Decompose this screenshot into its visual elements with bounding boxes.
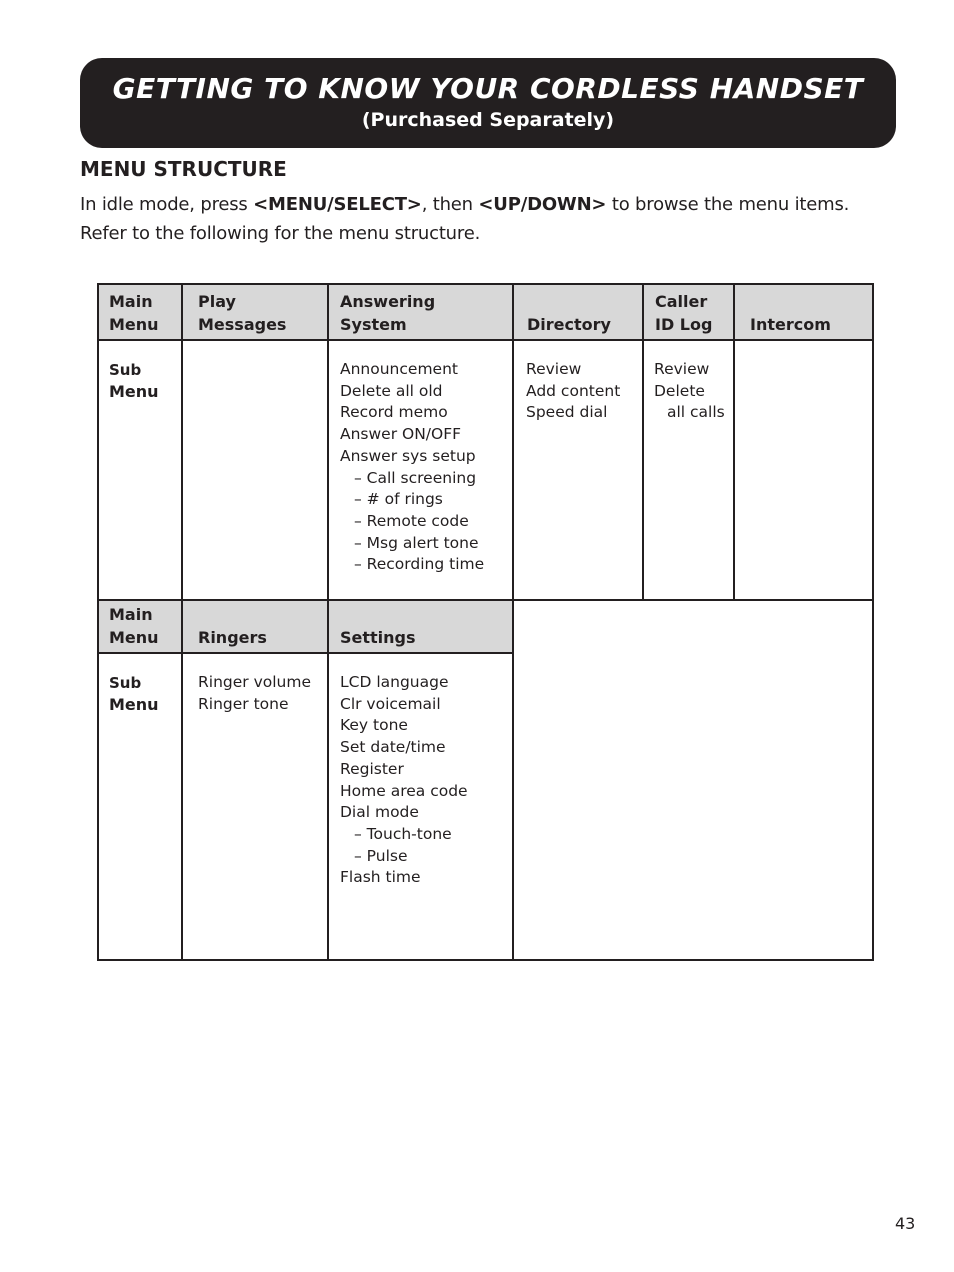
list-item: Ringer volume [198,673,311,691]
list-item: Review [654,360,710,378]
chapter-subtitle: (Purchased Separately) [361,109,615,131]
directory-items [513,340,643,600]
header-directory: Directory [513,283,643,340]
answering-system-items [328,340,513,600]
table-divider [97,652,514,654]
table-border-top [97,283,874,285]
list-item: Dial mode [340,803,419,822]
intro-paragraph: In idle mode, press <MENU/SELECT>, then <UP/DOWN> to browse the menu items. Refer to the following for the menu structure. [80,194,850,244]
list-item: – Touch-tone [354,824,452,843]
table-divider [327,283,329,961]
list-item: – Pulse [354,846,408,865]
header-answering-system: Answering System [328,283,513,340]
list-item: Flash time [340,868,421,887]
caller-id-log-items [643,340,734,600]
list-item: Record memo [340,403,448,422]
list-item: LCD language [340,673,449,691]
ringers-items [182,653,328,961]
up-down-key: <UP/DOWN> [478,194,607,215]
list-item: all calls [667,403,725,422]
list-item: Answer sys setup [340,446,476,465]
header-play-messages: Play Messages [182,283,328,340]
chapter-title: GETTING TO KNOW YOUR CORDLESS HANDSET [112,72,864,105]
header-caller-id-log: Caller ID Log [643,283,734,340]
list-item: Add content [526,381,621,400]
settings-items [328,653,513,961]
list-item: Announcement [340,360,458,378]
table-divider [97,339,874,341]
row2-main-menu-label: Main Menu [97,600,182,653]
header-settings: Settings [328,600,513,653]
list-item: – Recording time [354,555,485,574]
menu-select-key: <MENU/SELECT> [253,194,422,215]
list-item: Home area code [340,781,468,800]
table-divider [97,599,874,601]
header-ringers: Ringers [182,600,328,653]
table-divider [512,283,514,961]
table-divider [642,283,644,601]
menu-structure-table [97,283,874,961]
table-divider [181,283,183,961]
list-item: Delete all old [340,381,443,400]
table-divider [733,283,735,601]
list-item: Speed dial [526,403,608,422]
list-item: – Call screening [354,468,477,487]
row2-sub-menu-label: Sub Menu [109,674,159,714]
header-intercom: Intercom [734,283,874,340]
chapter-banner [80,58,896,148]
list-item: Register [340,759,404,778]
list-item: Ringer tone [198,694,289,713]
list-item: Set date/time [340,738,446,757]
list-item: – # of rings [354,490,443,509]
section-title: MENU STRUCTURE [80,157,287,181]
table-border-left [97,283,99,961]
list-item: Review [526,360,582,378]
list-item: – Msg alert tone [354,533,479,552]
list-item: Answer ON/OFF [340,425,462,444]
row1-main-menu-label: Main Menu [97,283,182,340]
table-border-right [872,283,874,961]
list-item: – Remote code [354,511,469,530]
list-item: Delete [654,381,705,400]
list-item: Clr voicemail [340,694,441,713]
page-number: 43 [895,1214,916,1233]
list-item: Key tone [340,716,408,735]
row1-sub-menu-label: Sub Menu [109,361,159,401]
table-border-bottom [97,959,874,961]
